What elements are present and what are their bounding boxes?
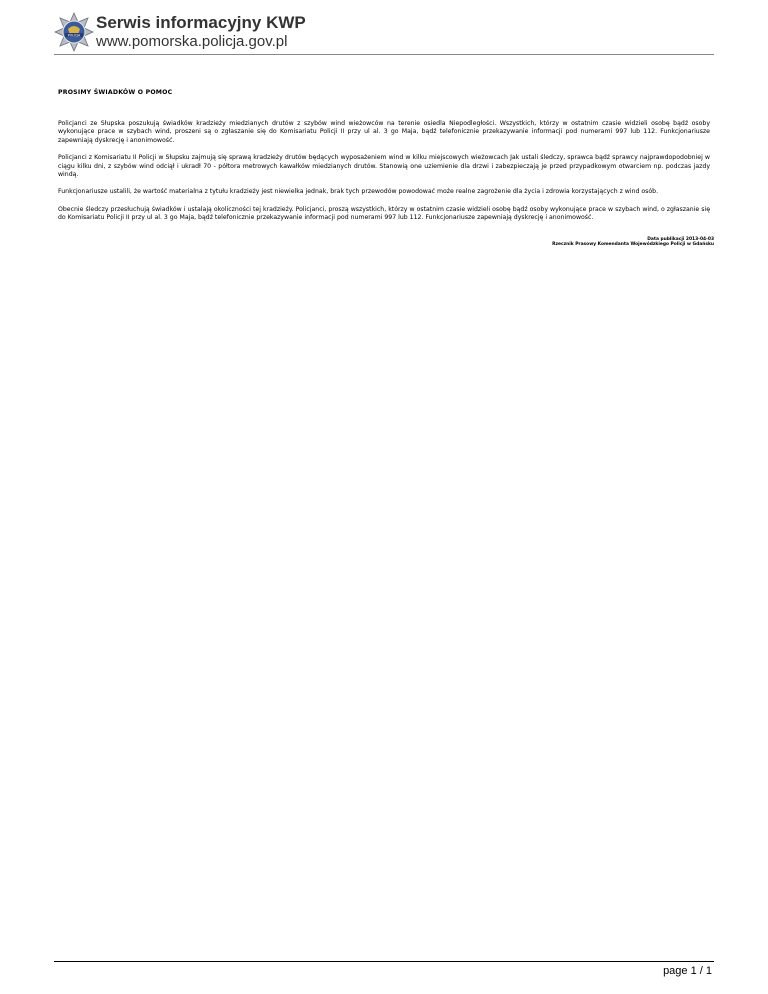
police-star-badge-icon: [54, 12, 94, 52]
page-number: page 1 / 1: [663, 965, 712, 977]
article-title: PROSIMY ŚWIADKÓW O POMOC: [58, 89, 173, 96]
footer-divider: [54, 961, 714, 962]
article-author: Rzecznik Prasowy Komendanta Wojewódzkiego Policji w Gdańsku: [552, 242, 714, 247]
logo-text: POLICJA: [67, 33, 81, 38]
publication-date: Data publikacji 2013-04-03: [647, 237, 714, 242]
article-paragraph-2: Policjanci z Komisariatu II Policji w Słupsku zajmują się sprawą kradzieży drutów będących wyposażeniem wind w kilku miejscowych wieżowcach Jak ustali śledczy, sprawca bądź sprawcy najprawdopodobniej w ciągu kilku dni, z szybów wind odciął i ukradł 70 - półtora metrowych kawałków miedzianych drutów. Stanowią one uziemienie dla drzwi i zabezpieczają je przed przypadkowym otwarciem np. podczas jazdy windą.: [58, 154, 710, 179]
site-url[interactable]: www.pomorska.policja.gov.pl: [96, 33, 288, 50]
article-paragraph-4: Obecnie śledczy przesłuchują świadków i ustalają okoliczności tej kradzieży. Policjanci, proszą wszystkich, którzy w ostatnim czasie widzieli osobę bądź osoby wykonujące prace w szybach wind, o zgłaszanie się do Komisariatu Policji II przy ul al. 3 go Maja, bądź telefonicznie przekazywanie informacji pod numerami 997 lub 112. Funkcjonariusze zapewniają dyskrecję i anonimowość.: [58, 205, 710, 222]
site-title: Serwis informacyjny KWP: [96, 13, 306, 32]
article-paragraph-3: Funkcjonariusze ustalili, że wartość materialna z tytułu kradzieży jest niewielka jednak, brak tych przewodów powodować może realne zagrożenie dla życia i zdrowia korzystających z wind osób.: [58, 188, 659, 196]
article-body: [58, 88, 710, 232]
header-divider: [54, 54, 714, 55]
article-paragraph-1: Policjanci ze Słupska poszukują świadków kradzieży miedzianych drutów z szybów wind wieżowców na terenie osiedla Niepodległości. Wszystkich, którzy w ostatnim czasie widzieli osobę bądź osoby wykonujące prace w szybach wind, proszeni są o zgłaszanie się do Komisariatu Policji II przy ul al. 3 go Maja, bądź telefonicznie przekazywanie informacji pod numerami 997 lub 112. Funkcjonariusze zapewniają dyskrecję i anonimowość.: [58, 120, 710, 144]
page-header: [0, 0, 768, 60]
article-meta: [552, 237, 714, 247]
